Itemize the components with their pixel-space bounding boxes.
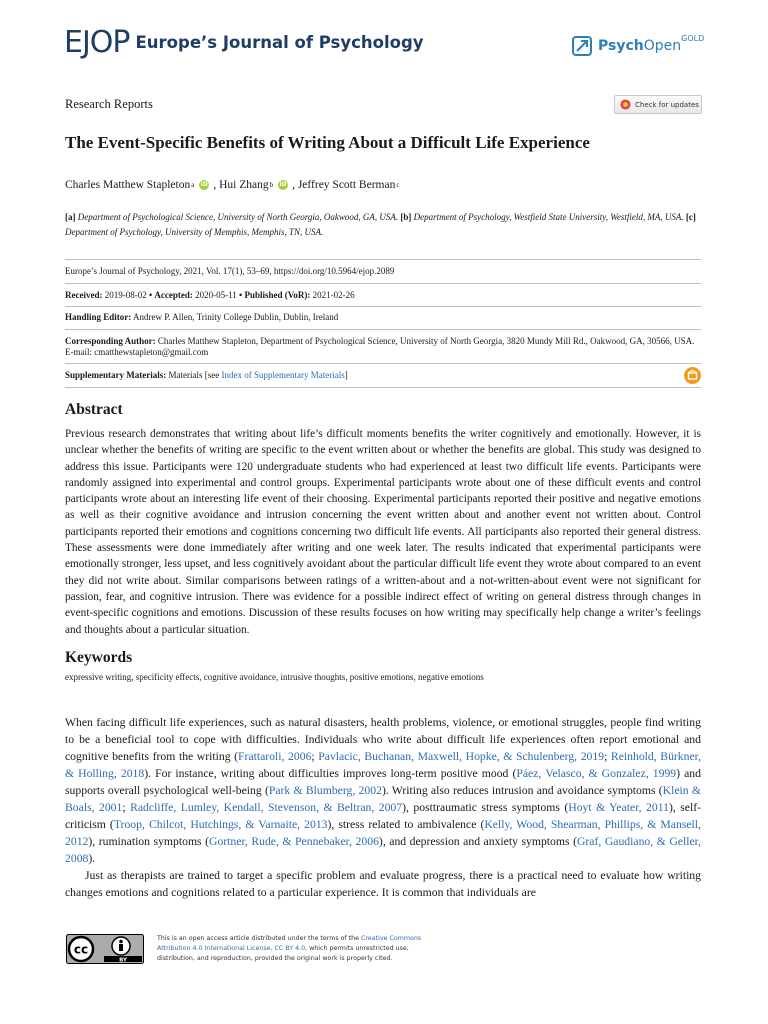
badge-text: BY: [119, 957, 127, 964]
svg-text:cc: cc: [73, 942, 89, 957]
body-text: [65, 714, 701, 901]
divider: [65, 387, 701, 388]
body-text-run: ), posttraumatic stress symptoms (: [402, 801, 569, 814]
accepted-label: Accepted:: [154, 290, 193, 300]
keywords-heading: Keywords: [65, 649, 133, 666]
affiliation-text: Department of Psychology, Westfield State University, Westfield, MA, USA.: [413, 212, 684, 222]
citation-link[interactable]: Kelly, Wood, Shearman, Phillips, & Mansell, 2012: [65, 818, 701, 848]
citation-link[interactable]: Pavlacic, Buchanan, Maxwell, Hopke, & Schulenberg, 2019: [318, 750, 605, 763]
published-date: 2021-02-26: [312, 290, 355, 300]
body-text-run: ) and supports overall psychological well-being (: [65, 767, 701, 797]
journal-name: Europe’s Journal of Psychology: [135, 32, 424, 52]
body-text-run: ).: [88, 852, 96, 865]
cc-by-license-icon[interactable]: [66, 934, 144, 964]
body-text-run: ), and depression and anxiety symptoms (: [378, 835, 577, 848]
accepted-date: 2020-05-11: [195, 290, 237, 300]
body-text-run: ), stress related to ambivalence (: [327, 818, 485, 831]
author-separator: ,: [213, 179, 217, 191]
affiliation-tag: [c]: [685, 212, 696, 222]
citation-link[interactable]: Klein & Boals, 2001: [65, 784, 701, 814]
body-text-run: ;: [122, 801, 131, 814]
published-label: Published (VoR):: [244, 290, 311, 300]
author-name: Charles Matthew Stapleton: [65, 179, 191, 191]
supplementary-link[interactable]: Index of Supplementary Materials: [221, 370, 345, 380]
author-affiliation-marker: b: [269, 181, 274, 189]
author-separator: ,: [292, 179, 295, 191]
affiliation-tag: [a]: [65, 212, 76, 222]
abstract-heading: Abstract: [65, 401, 123, 418]
license-text-part: This is an open access article distributed under the terms of the: [157, 935, 360, 942]
divider: [65, 363, 701, 364]
citation-link[interactable]: Radcliffe, Lumley, Kendall, Stevenson, & Beltran, 2007: [130, 801, 403, 814]
ejop-logo-mark: EJOP: [64, 24, 130, 60]
author-name: Hui Zhang: [219, 179, 269, 191]
author-name: Jeffrey Scott Berman: [297, 179, 396, 191]
affiliation-tag: [b]: [400, 212, 412, 222]
psychopen-icon: [572, 36, 592, 56]
check-for-updates-label: Check for updates: [635, 100, 699, 109]
author-affiliation-marker: a: [191, 181, 195, 189]
citation-link[interactable]: Páez, Velasco, & Gonzalez, 1999: [516, 767, 677, 780]
journal-logo[interactable]: [64, 22, 424, 62]
affiliation-text: Department of Psychological Science, University of North Georgia, Oakwood, GA, USA.: [77, 212, 399, 222]
citation-link[interactable]: Troop, Chilcot, Hutchings, & Varnaite, 2013: [113, 818, 328, 831]
editor-value: Andrew P. Allen, Trinity College Dublin, Dublin, Ireland: [133, 312, 339, 322]
citation-link[interactable]: Graf, Gaudiano, & Geller, 2008: [65, 835, 701, 865]
license-text: [157, 934, 437, 964]
body-text-run: ;: [604, 750, 611, 763]
license-text-part: , which permits unrestricted use, distribution, and reproduction, provided the original work is properly cited.: [157, 945, 409, 962]
citation-link[interactable]: Reinhold, Bürkner, & Holling, 2018: [65, 750, 702, 780]
citation-link[interactable]: Park & Blumberg, 2002: [268, 784, 382, 797]
citation-link[interactable]: Frattaroli, 2006: [238, 750, 312, 763]
body-text-run: When facing difficult life experiences, such as natural disasters, health problems, violence, or emotional struggles, people find writing to be a beneficial tool to cope with difficulties. Individuals who write about difficult life experiences often report emotional and cognitive benefits from the writing (: [65, 716, 701, 763]
publisher-prefix: Psych: [598, 38, 644, 54]
citation-line[interactable]: Europe’s Journal of Psychology, 2021, Vol. 17(1), 53–69, https://doi.org/10.5964/ejop.2089: [65, 266, 395, 276]
divider: [65, 259, 701, 260]
orcid-icon[interactable]: iD: [200, 181, 208, 188]
corresponding-label: Corresponding Author:: [65, 336, 156, 346]
body-text-run: ;: [311, 750, 319, 763]
article-title: The Event-Specific Benefits of Writing About a Difficult Life Experience: [65, 133, 590, 152]
publisher-suffix: Open: [643, 38, 682, 54]
section-label: Research Reports: [65, 97, 153, 111]
body-text-run: ). Writing also reduces intrusion and avoidance symptoms (: [381, 784, 663, 797]
body-text-run: ). For instance, writing about difficulties improves long-term positive mood (: [144, 767, 517, 780]
body-paragraph: Just as therapists are trained to target a specific problem and evaluate progress, there is a practical need to evaluate how writing changes emotions and cognitions related to a particular experience. It is common that individuals are: [65, 869, 701, 899]
body-paragraph: [65, 714, 701, 867]
supplementary-label: Supplementary Materials:: [65, 370, 167, 380]
psychopen-wordmark: [598, 38, 681, 54]
body-text-run: ), rumination symptoms (: [88, 835, 209, 848]
citation-link[interactable]: Hoyt & Yeater, 2011: [568, 801, 669, 814]
editor-label: Handling Editor:: [65, 312, 132, 322]
supplementary-icon[interactable]: [684, 367, 701, 384]
dates-line: [65, 290, 695, 301]
bullet: •: [148, 290, 153, 300]
bullet: •: [239, 290, 243, 300]
psychopen-logo[interactable]: [572, 33, 705, 56]
corresponding-value: Charles Matthew Stapleton, Department of Psychological Science, University of North Georgia, 3820 Mundy Mill Rd., Oakwood, GA, 30566, USA. E-mail: cmatthewstapleton@gmail.com: [65, 336, 695, 357]
divider: [65, 329, 701, 330]
divider: [65, 283, 701, 284]
author-list: [65, 179, 399, 191]
check-for-updates-button[interactable]: [614, 95, 702, 114]
supplementary-prefix: Materials [see: [168, 370, 220, 380]
orcid-icon[interactable]: iD: [279, 181, 287, 188]
divider: [65, 306, 701, 307]
received-date: 2019-08-02: [104, 290, 147, 300]
body-text-run: ), self-criticism (: [65, 801, 702, 831]
update-badge-icon: [620, 99, 631, 110]
received-label: Received:: [65, 290, 103, 300]
license-link[interactable]: Creative Commons Attribution 4.0 International License, CC BY 4.0: [157, 935, 422, 952]
keywords-list: expressive writing, specificity effects, cognitive avoidance, intrusive thoughts, positive emotions, negative emotions: [65, 672, 484, 682]
citation-link[interactable]: Gortner, Rude, & Pennebaker, 2006: [209, 835, 379, 848]
editor-line: [65, 312, 695, 323]
supplementary-suffix: ]: [344, 370, 348, 380]
abstract-text: Previous research demonstrates that writing about life’s difficult moments benefits the writer cognitively and emotionally. However, it is unclear whether the benefits of writing are specific to the event written about or whether the benefits are global. This study was designed to address this issue. Participants were 120 undergraduate students who had experienced at least two difficult life events. Participants were randomly assigned into experimental and control groups. Experimental participants wrote about one of these difficult events and control participants wrote about an interesting life event of their choosing. Experimental participants reported their positive and negative emotions as well as their cognitive avoidance and intrusion concerning the event written about and another event not written about. Control participants reported their emotions and cognitions concerning two difficult life events. All participants also reported their general distress. These assessments were done immediately after writing and one week later. The results indicated that experimental participants were emotionally stronger, less upset, and less cognitively avoidant about the particular difficult life event they wrote about compared to an event they did not write about. Similar comparisons between ratings of a written-about and a not-written-about event were not significant for passion, fear, and cognitive intrusion. There was evidence for a possible indirect effect of writing on general distress through changes in event-specific cognitions and emotions. Discussion of these results focuses on how writing may specifically help change a writer’s feelings and thoughts about a particular situation.: [65, 428, 701, 636]
affiliation-text: Department of Psychology, University of Memphis, Memphis, TN, USA.: [65, 227, 324, 237]
corresponding-line: [65, 336, 695, 358]
supplementary-box-icon: [684, 367, 701, 384]
supplementary-line: [65, 370, 695, 381]
author-affiliation-marker: c: [396, 181, 400, 189]
publisher-tier: GOLD: [681, 33, 705, 43]
affiliations: [65, 210, 705, 240]
